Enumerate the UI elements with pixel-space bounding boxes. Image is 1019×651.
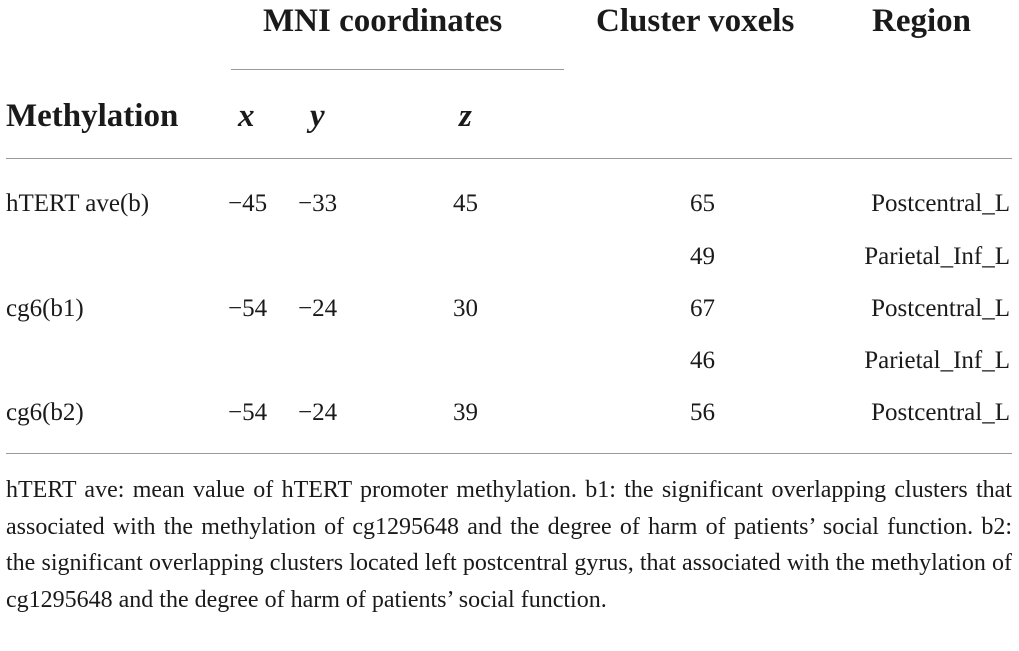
x-cell: −54 [228, 295, 268, 322]
z-cell: 30 [453, 295, 478, 322]
region-cell: Parietal_Inf_L [864, 243, 1010, 270]
voxels-cell: 49 [690, 243, 715, 270]
z-cell: 45 [453, 190, 478, 217]
methylation-cell: hTERT ave(b) [6, 190, 150, 217]
region-cell: Postcentral_L [871, 190, 1010, 217]
region-cell: Parietal_Inf_L [864, 347, 1010, 374]
y-header: y [310, 98, 325, 134]
bottom-rule [6, 453, 1012, 454]
table-footnote: hTERT ave: mean value of hTERT promoter methylation. b1: the significant overlapping clusters that associated with the methylation of cg1295648 and the degree of harm of patients’ social function. b2: the significant overlapping clusters located left postcentral gyrus, that associated with the methylation of cg1295648 and the degree of harm of patients’ social function. [6, 477, 1012, 613]
voxels-cell: 67 [690, 295, 715, 322]
methylation-cell: cg6(b1) [6, 295, 84, 322]
x-cell: −54 [228, 399, 268, 426]
header-rule [6, 158, 1012, 159]
mni-coordinates-header: MNI coordinates [263, 3, 503, 39]
x-cell: −45 [228, 190, 268, 217]
voxels-cell: 56 [690, 399, 715, 426]
cluster-voxels-header: Cluster voxels [596, 3, 795, 39]
region-cell: Postcentral_L [871, 399, 1010, 426]
methylation-header: Methylation [6, 98, 179, 134]
z-cell: 39 [453, 399, 478, 426]
z-header: z [459, 98, 472, 134]
y-cell: −24 [298, 295, 338, 322]
region-cell: Postcentral_L [871, 295, 1010, 322]
mni-spanner-rule [231, 69, 564, 70]
y-cell: −33 [298, 190, 338, 217]
methylation-cell: cg6(b2) [6, 399, 84, 426]
voxels-cell: 65 [690, 190, 715, 217]
voxels-cell: 46 [690, 347, 715, 374]
y-cell: −24 [298, 399, 338, 426]
x-header: x [238, 98, 255, 134]
region-header: Region [872, 3, 971, 39]
